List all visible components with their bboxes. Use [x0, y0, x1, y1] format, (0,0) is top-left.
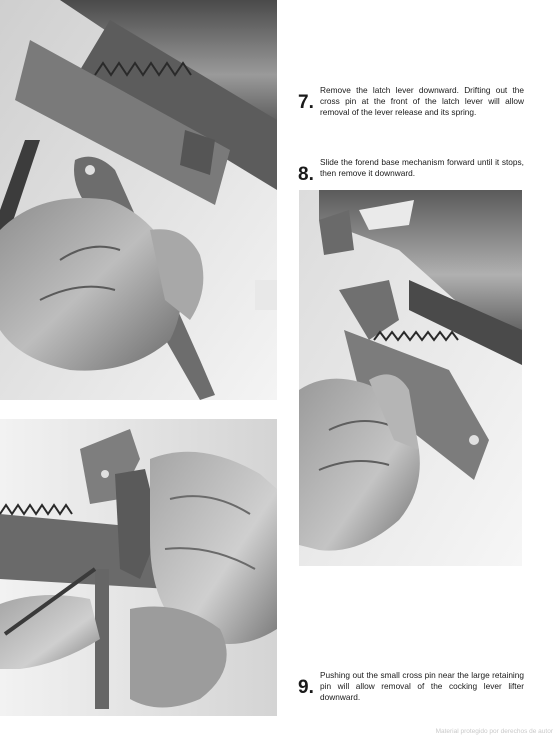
step-9 — [298, 670, 524, 703]
step-text: Slide the forend base mechanism forward until it stops, then remove it downward. — [320, 157, 524, 178]
step-7 — [298, 85, 524, 118]
step-text: Remove the latch lever downward. Drifting out the cross pin at the front of the latch lever will allow removal of the lever release and its spring. — [320, 85, 524, 117]
step-number: 9. — [298, 677, 314, 698]
step-number: 8. — [298, 164, 314, 185]
copyright-watermark: Material protegido por derechos de autor — [435, 728, 553, 735]
step-number: 7. — [298, 92, 314, 113]
step-8 — [298, 157, 524, 184]
photo-forend-mechanism — [299, 190, 522, 566]
step-text: Pushing out the small cross pin near the large retaining pin will allow removal of the cocking lever lifter downward. — [320, 670, 524, 702]
photo-cross-pin — [0, 419, 277, 716]
photo-latch-lever — [0, 0, 277, 400]
